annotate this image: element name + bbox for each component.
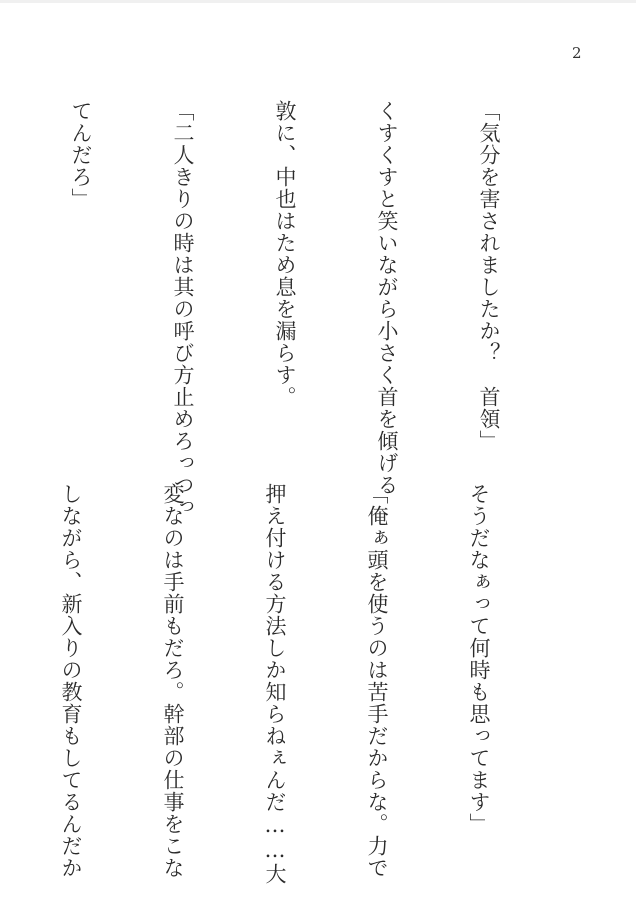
text-line: 押え付ける方法しか知らねぇんだ……大 bbox=[263, 483, 287, 885]
text-line: 敦に、中也はため息を漏らす。 bbox=[273, 100, 297, 408]
text-line: 変なのは手前もだろ。幹部の仕事をこな bbox=[161, 483, 185, 879]
text-line: しながら、新入りの教育もしてるんだか bbox=[59, 483, 83, 879]
top-divider bbox=[0, 0, 636, 3]
text-line: 「俺ぁ頭を使うのは苦手だからな。力で bbox=[365, 483, 389, 879]
text-block-lower bbox=[0, 483, 564, 885]
text-line: 「二人きりの時は其の呼び方止めろっつっ bbox=[171, 100, 195, 518]
text-line: くすくすと笑いながら小さく首を傾げる bbox=[375, 100, 399, 496]
text-block-upper bbox=[0, 100, 574, 518]
text-line: 「気分を害されましたか？ 首領」 bbox=[477, 100, 501, 452]
text-line: そうだなぁって何時も思ってます」 bbox=[467, 483, 491, 835]
text-line: てんだろ」 bbox=[69, 100, 93, 210]
page-number: 2 bbox=[572, 44, 582, 62]
